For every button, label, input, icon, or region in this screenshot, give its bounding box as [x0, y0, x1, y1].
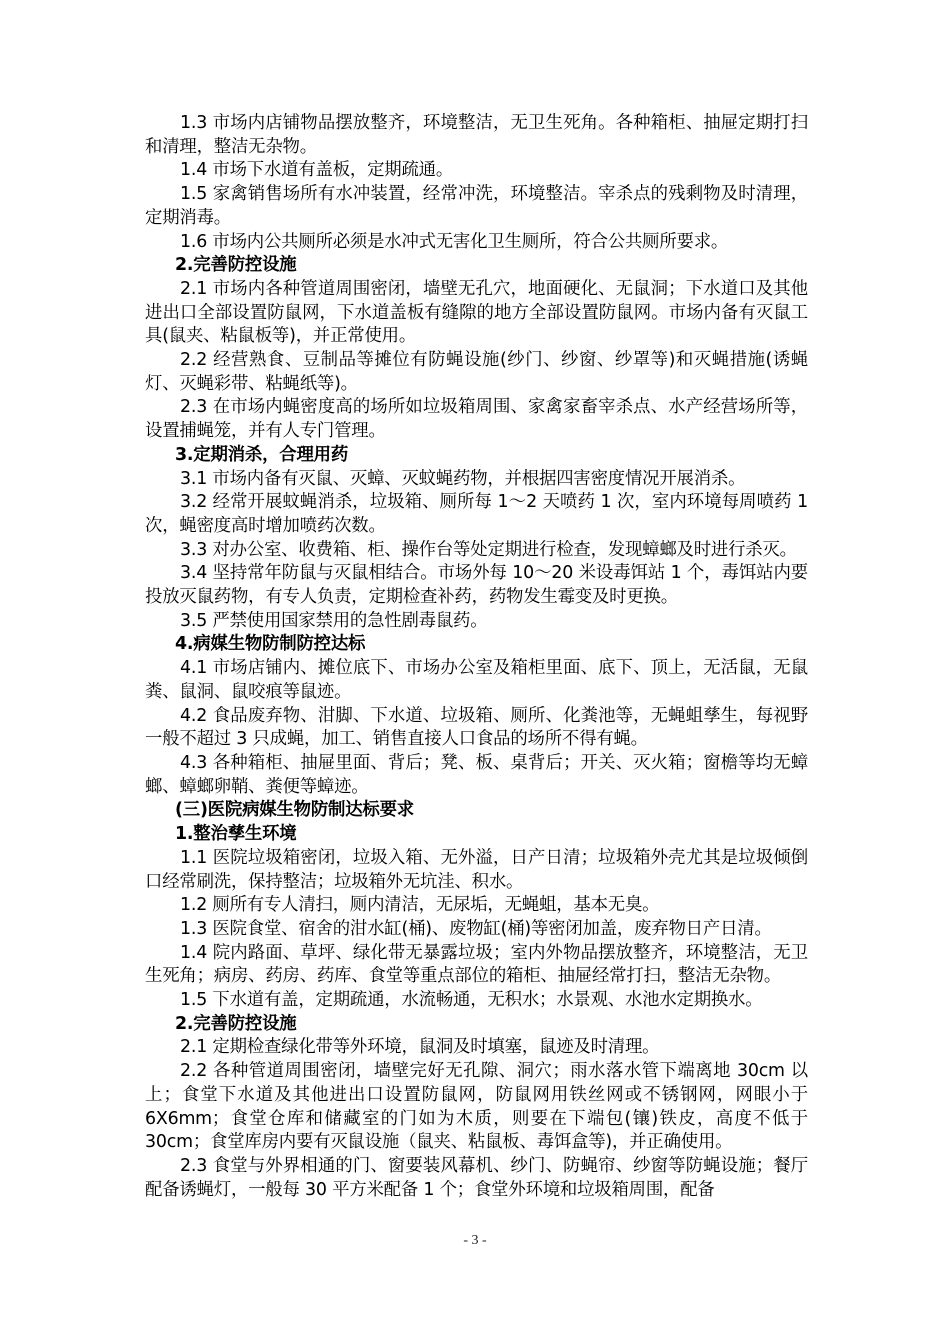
body-paragraph: 4.2 食品废弃物、泔脚、下水道、垃圾箱、厕所、化粪池等，无蝇蛆孳生，每视野一般不超过 3 只成蝇，加工、销售直接人口食品的场所不得有蝇。 — [145, 705, 808, 750]
body-paragraph: 2.1 市场内各种管道周围密闭，墙壁无孔穴，地面硬化、无鼠洞；下水道口及其他进出口全部设置防鼠网，下水道盖板有缝隙的地方全部设置防鼠网。市场内备有灭鼠工具(鼠夹、粘鼠板等)，并正常使用。 — [145, 278, 808, 347]
section-heading: 2.完善防控设施 — [175, 1013, 297, 1034]
body-paragraph: 2.3 食堂与外界相通的门、窗要装风幕机、纱门、防蝇帘、纱窗等防蝇设施；餐厅配备诱蝇灯，一般每 30 平方米配备 1 个；食堂外环境和垃圾箱周围，配备 — [145, 1155, 808, 1200]
page-number: - 3 - — [463, 1233, 487, 1248]
body-paragraph: 2.1 定期检查绿化带等外环境，鼠洞及时填塞，鼠迹及时清理。 — [180, 1037, 660, 1058]
section-heading: 2.完善防控设施 — [175, 255, 297, 276]
body-paragraph: 1.3 医院食堂、宿舍的泔水缸(桶)、废物缸(桶)等密闭加盖，废弃物日产日清。 — [180, 918, 772, 939]
body-paragraph: 2.2 经营熟食、豆制品等摊位有防蝇设施(纱门、纱窗、纱罩等)和灭蝇措施(诱蝇灯、灭蝇彩带、粘蝇纸等)。 — [145, 350, 808, 394]
body-paragraph: 1.4 院内路面、草坪、绿化带无暴露垃圾；室内外物品摆放整齐，环境整洁，无卫生死角；病房、药房、药库、食堂等重点部位的箱柜、抽屉经常打扫，整洁无杂物。 — [145, 942, 808, 987]
body-paragraph: 2.3 在市场内蝇密度高的场所如垃圾箱周围、家禽家畜宰杀点、水产经营场所等，设置捕蝇笼，并有人专门管理。 — [145, 397, 808, 442]
section-heading: (三)医院病媒生物防制达标要求 — [175, 800, 414, 821]
body-paragraph: 1.2 厕所有专人清扫，厕内清洁，无尿垢，无蝇蛆，基本无臭。 — [180, 895, 660, 916]
body-paragraph: 4.1 市场店铺内、摊位底下、市场办公室及箱柜里面、底下、顶上，无活鼠，无鼠粪、鼠洞、鼠咬痕等鼠迹。 — [145, 658, 808, 702]
body-paragraph: 1.6 市场内公共厕所必须是水冲式无害化卫生厕所，符合公共厕所要求。 — [180, 231, 729, 252]
body-paragraph: 1.1 医院垃圾箱密闭，垃圾入箱、无外溢，日产日清；垃圾箱外壳尤其是垃圾倾倒口经常刷洗，保持整洁；垃圾箱外无坑洼、积水。 — [145, 847, 808, 892]
body-paragraph: 3.3 对办公室、收费箱、柜、操作台等处定期进行检查，发现蟑螂及时进行杀灭。 — [180, 539, 797, 560]
section-heading: 1.整治孳生环境 — [175, 824, 297, 845]
section-heading: 3.定期消杀，合理用药 — [175, 444, 349, 465]
body-paragraph: 3.5 严禁使用国家禁用的急性剧毒鼠药。 — [180, 610, 488, 631]
body-paragraph: 2.2 各种管道周围密闭，墙壁完好无孔隙、洞穴；雨水落水管下端离地 30cm 以上；食堂下水道及其他进出口设置防鼠网，防鼠网用铁丝网或不锈钢网，网眼小于 6X6mm；食堂仓库和储藏室的门如为木质，则要在下端包(镶)铁皮，高度不低于 30cm；食堂库房内要有灭鼠设施（鼠夹、粘鼠板、毒饵盒等)，并正确使用。 — [145, 1061, 808, 1153]
body-paragraph: 1.5 家禽销售场所有水冲装置，经常冲洗，环境整洁。宰杀点的残剩物及时清理，定期消毒。 — [145, 184, 808, 228]
body-paragraph: 3.1 市场内备有灭鼠、灭蟑、灭蚊蝇药物，并根据四害密度情况开展消杀。 — [180, 468, 746, 489]
body-paragraph: 3.4 坚持常年防鼠与灭鼠相结合。市场外每 10～20 米设毒饵站 1 个，毒饵站内要投放灭鼠药物，有专人负责，定期检查补药，药物发生霉变及时更换。 — [145, 563, 808, 608]
body-paragraph: 1.3 市场内店铺物品摆放整齐，环境整洁，无卫生死角。各种箱柜、抽屉定期打扫和清理，整洁无杂物。 — [145, 113, 808, 157]
body-paragraph: 4.3 各种箱柜、抽屉里面、背后；凳、板、桌背后；开关、灭火箱；窗檐等均无蟑螂、蟑螂卵鞘、粪便等蟑迹。 — [145, 752, 808, 797]
section-heading: 4.病媒生物防制防控达标 — [175, 634, 366, 655]
document-body — [145, 112, 808, 1202]
body-paragraph: 1.5 下水道有盖，定期疏通，水流畅通，无积水；水景观、水池水定期换水。 — [180, 990, 763, 1011]
body-paragraph: 1.4 市场下水道有盖板，定期疏通。 — [180, 160, 454, 181]
body-paragraph: 3.2 经常开展蚊蝇消杀，垃圾箱、厕所每 1～2 天喷药 1 次，室内环境每周喷药 1 次，蝇密度高时增加喷药次数。 — [145, 492, 808, 536]
